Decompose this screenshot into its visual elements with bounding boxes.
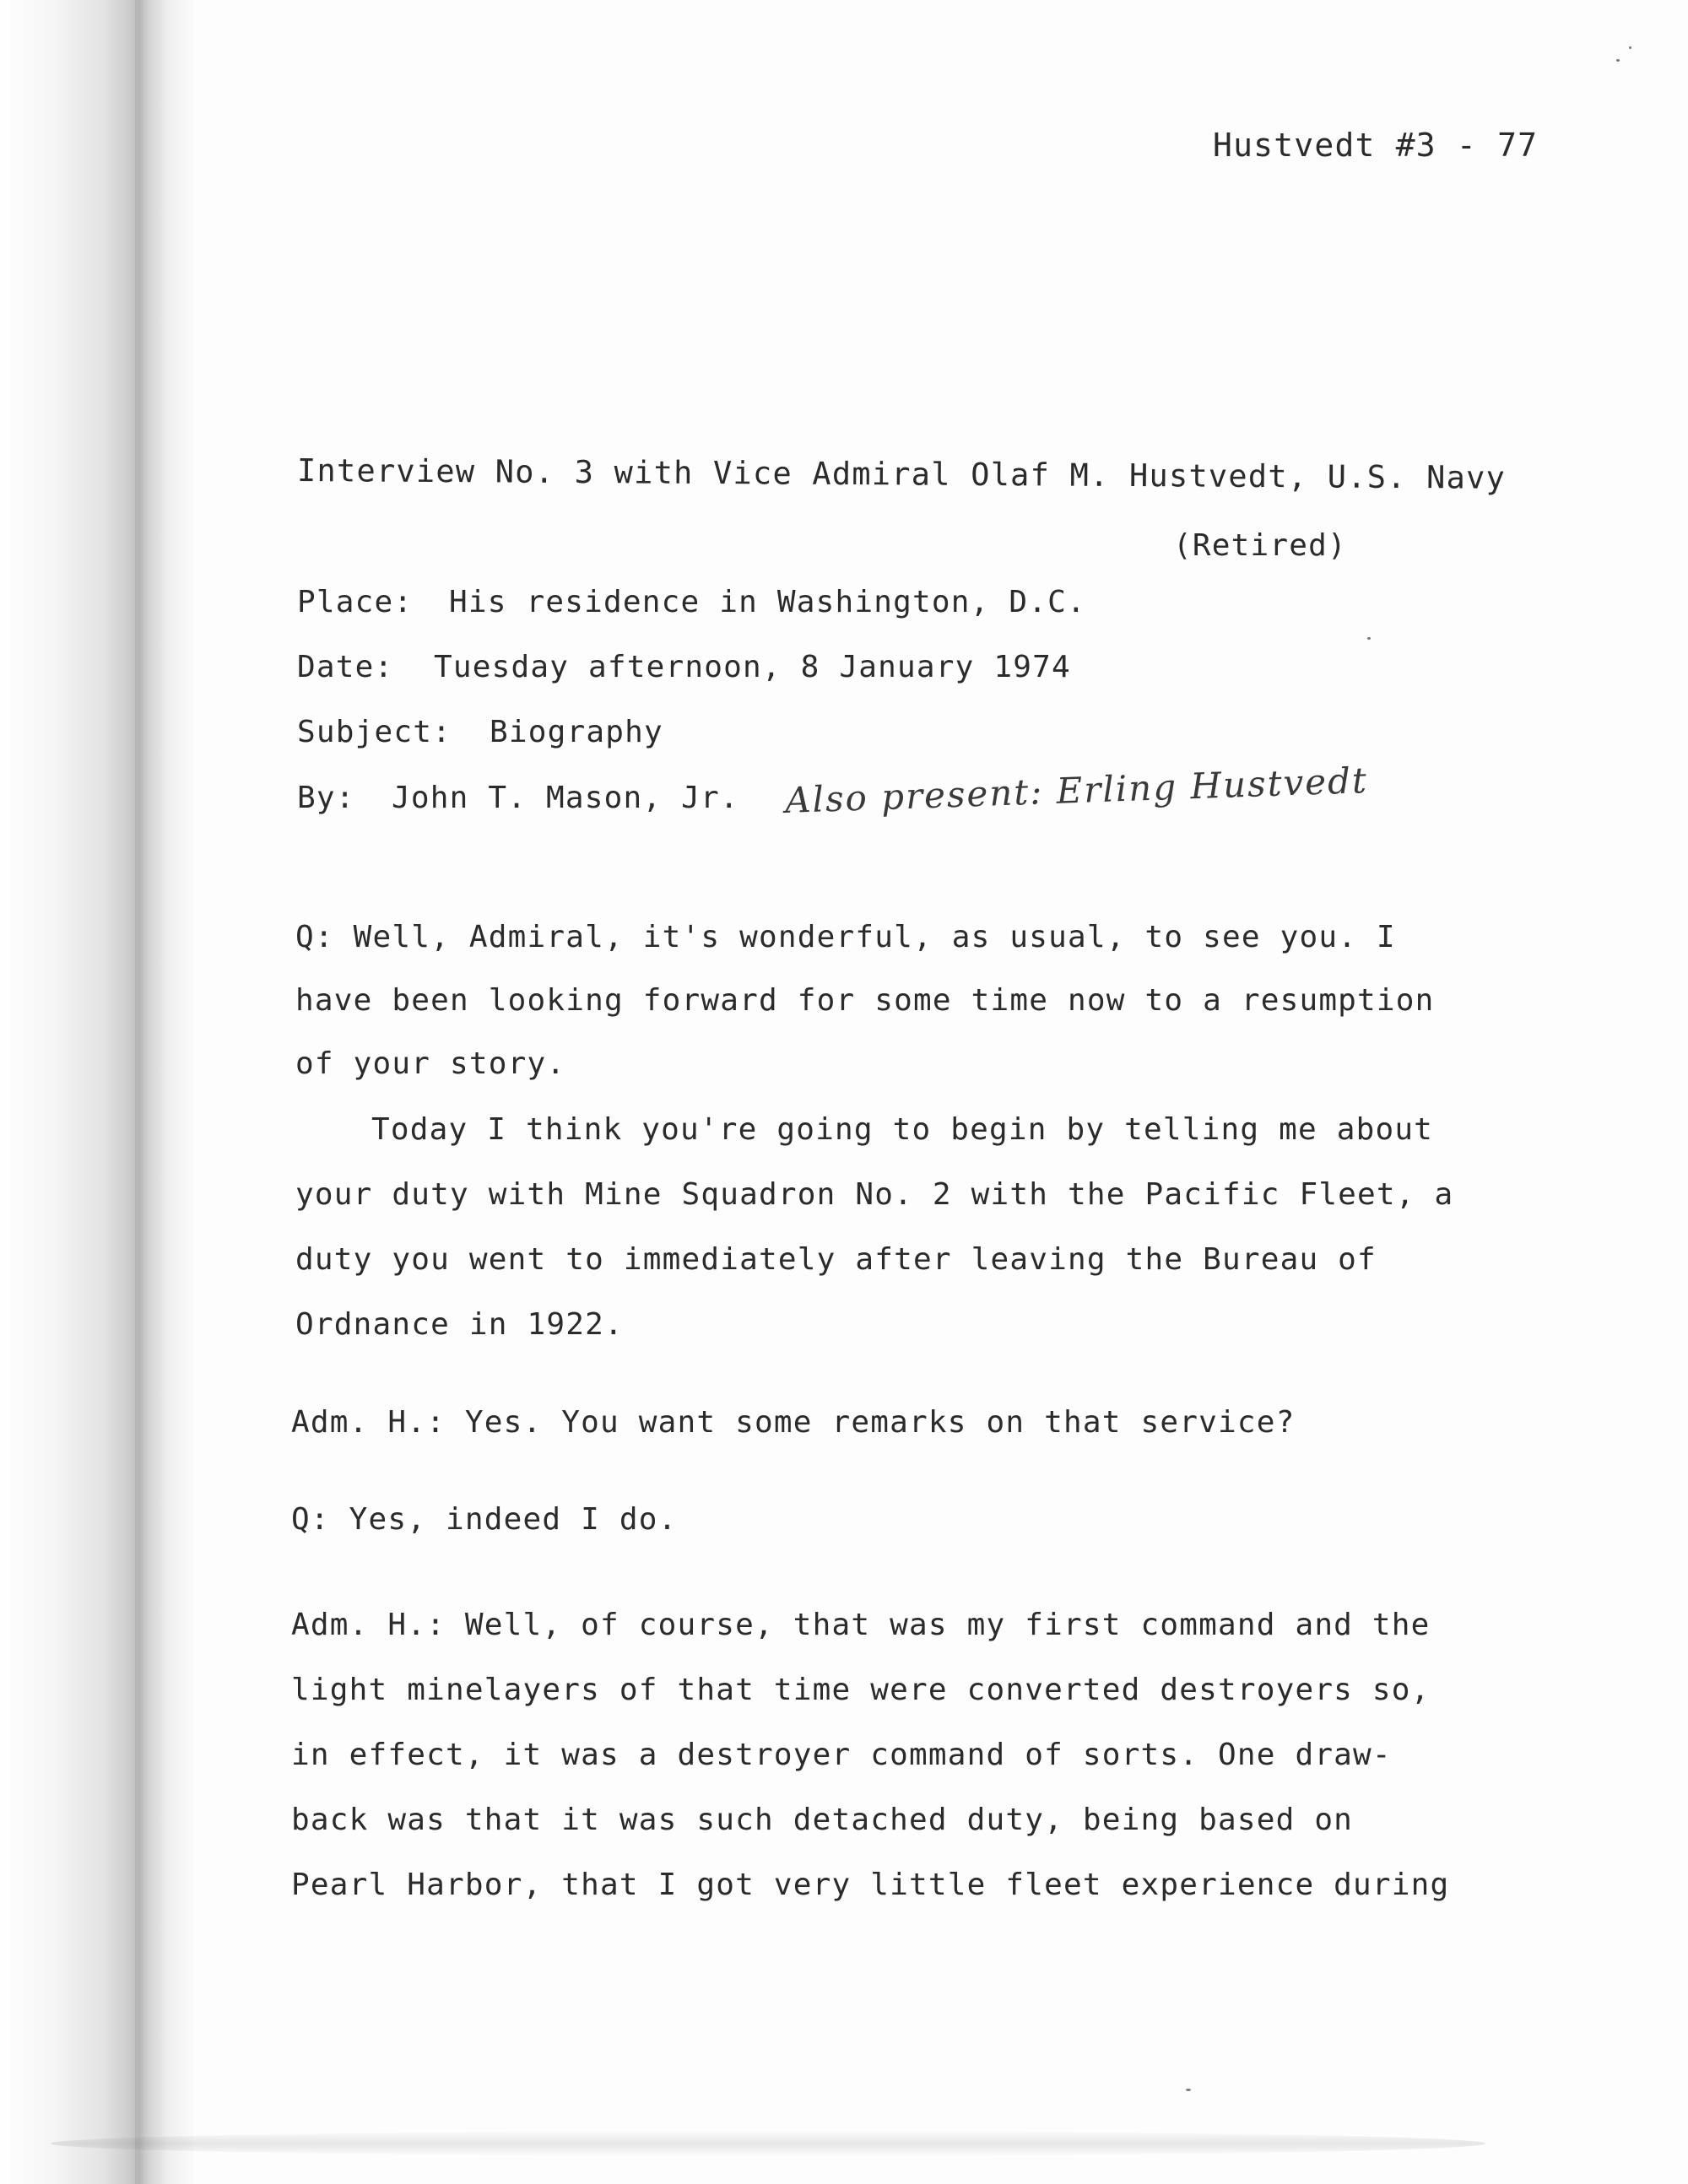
page-reference: Hustvedt #3 - 77 bbox=[1213, 127, 1539, 164]
place-value: His residence in Washington, D.C. bbox=[449, 585, 1086, 619]
transcript-line: of your story. bbox=[295, 1046, 566, 1081]
date-label: Date: bbox=[297, 650, 394, 684]
binding-shadow bbox=[0, 0, 194, 2184]
by-value: John T. Mason, Jr. bbox=[392, 781, 739, 815]
subject-label: Subject: bbox=[297, 715, 452, 749]
transcript-line: in effect, it was a destroyer command of sorts. One draw- bbox=[291, 1738, 1392, 1772]
transcript-line: Ordnance in 1922. bbox=[295, 1307, 624, 1342]
place-row bbox=[297, 585, 1086, 619]
retired-note: (Retired) bbox=[1173, 528, 1347, 563]
by-row bbox=[297, 781, 739, 815]
scan-speck bbox=[1629, 46, 1631, 49]
transcript-line: your duty with Mine Squadron No. 2 with the Pacific Fleet, a bbox=[295, 1177, 1454, 1212]
date-value: Tuesday afternoon, 8 January 1974 bbox=[434, 650, 1071, 684]
binding-edge bbox=[135, 0, 145, 2184]
transcript-line: Today I think you're going to begin by telling me about bbox=[371, 1112, 1434, 1147]
interview-title: Interview No. 3 with Vice Admiral Olaf M. Hustvedt, U.S. Navy bbox=[296, 452, 1507, 496]
transcript-line: Adm. H.: Well, of course, that was my first command and the bbox=[291, 1608, 1431, 1642]
transcript-line: duty you went to immediately after leaving the Bureau of bbox=[295, 1242, 1377, 1277]
transcript-line: have been looking forward for some time now to a resumption bbox=[295, 983, 1435, 1018]
scan-speck bbox=[1367, 637, 1371, 640]
scan-speck bbox=[1616, 59, 1620, 62]
place-label: Place: bbox=[297, 585, 414, 619]
date-row bbox=[297, 650, 1071, 684]
handwritten-annotation: Also present: Erling Hustvedt bbox=[784, 759, 1369, 822]
page-bottom-curl bbox=[51, 2131, 1485, 2156]
scan-speck bbox=[1186, 2089, 1191, 2091]
transcript-line: light minelayers of that time were converted destroyers so, bbox=[291, 1673, 1431, 1707]
transcript-line: Q: Yes, indeed I do. bbox=[291, 1502, 678, 1537]
subject-row bbox=[297, 715, 663, 749]
transcript-line: Q: Well, Admiral, it's wonderful, as usual, to see you. I bbox=[295, 920, 1396, 954]
by-label: By: bbox=[297, 781, 355, 815]
subject-value: Biography bbox=[490, 715, 663, 749]
transcript-line: back was that it was such detached duty, being based on bbox=[291, 1803, 1354, 1837]
transcript-line: Adm. H.: Yes. You want some remarks on that service? bbox=[291, 1405, 1296, 1440]
transcript-line: Pearl Harbor, that I got very little fleet experience during bbox=[291, 1868, 1450, 1902]
